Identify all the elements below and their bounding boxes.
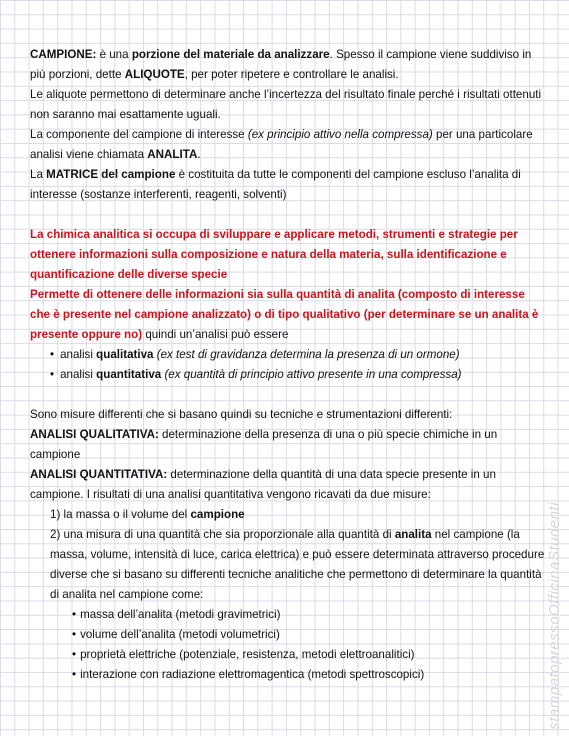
paragraph-matrice: La MATRICE del campione è costituita da tutte le componenti del campione escluso l’analita di interesse (sostanze interferenti, reagenti, solventi) — [30, 168, 521, 201]
spacer — [30, 205, 545, 225]
paragraph-permette: Permette di ottenere delle informazioni sia sulla quantità di analita (composto di interesse che è presente nel campione analizzato) o di tipo qualitativo (per determinare se un analita è presente oppure no) quindi un’analisi può essere — [30, 288, 539, 341]
term-matrice: MATRICE del campione — [46, 168, 176, 181]
list-item-quantitativa: • analisi quantitativa (ex quantità di principio attivo presente in una compressa) — [30, 365, 545, 385]
paragraph-campione: CAMPIONE: è una porzione del materiale da analizzare. Spesso il campione viene suddiviso in più porzioni, dette ALIQUOTE, per poter ripetere e controllare le analisi. — [30, 48, 532, 81]
paragraph-analita: La componente del campione di interesse (ex principio attivo nella compressa) per una particolare analisi viene chiamata ANALITA. — [30, 128, 533, 161]
paragraph-chimica-analitica: La chimica analitica si occupa di sviluppare e applicare metodi, strumenti e strategie per ottenere informazioni sulla composizione e natura della materia, sulla identificazione e quantificazione delle diverse specie — [30, 228, 518, 281]
sub-list-item: • volume dell’analita (metodi volumetrici) — [30, 625, 545, 645]
numbered-item-2: 2) una misura di una quantità che sia proporzionale alla quantità di analita nel campione (la massa, volume, intensità di luce, carica elettrica) e può essere determinata attraverso procedure diverse che si basano su differenti tecniche analitiche che permettono di determinare la quantità di analita nel campione come: — [50, 528, 545, 601]
term-campione: CAMPIONE: — [30, 48, 97, 61]
sub-list-item: • interazione con radiazione elettromagentica (metodi spettroscopici) — [30, 665, 545, 685]
term-aliquote: ALIQUOTE — [124, 68, 185, 81]
watermark: stampatopressoOfficinaStudenti — [546, 502, 563, 730]
document-page — [30, 45, 545, 685]
paragraph-analisi-quantitativa: ANALISI QUANTITATIVA: determinazione della quantità di una data specie presente in un campione. I risultati di una analisi quantitativa vengono ricavati da due misure: — [30, 468, 496, 501]
sub-list-item: • proprietà elettriche (potenziale, resistenza, metodi elettroanalitici) — [30, 645, 545, 665]
spacer — [30, 385, 545, 405]
sub-list-item: • massa dell’analita (metodi gravimetrici) — [30, 605, 545, 625]
paragraph-misure: Sono misure differenti che si basano quindi su tecniche e strumentazioni differenti: — [30, 408, 453, 421]
paragraph-aliquote: Le aliquote permettono di determinare anche l’incertezza del risultato finale perché i risultati ottenuti non saranno mai esattamente uguali. — [30, 88, 542, 121]
numbered-item-1: 1) la massa o il volume del campione — [50, 508, 245, 521]
term-analita: ANALITA — [147, 148, 198, 161]
list-item-qualitativa: • analisi qualitativa (ex test di gravidanza determina la presenza di un ormone) — [30, 345, 545, 365]
paragraph-analisi-qualitativa: ANALISI QUALITATIVA: determinazione della presenza di una o più specie chimiche in un campione — [30, 428, 498, 461]
